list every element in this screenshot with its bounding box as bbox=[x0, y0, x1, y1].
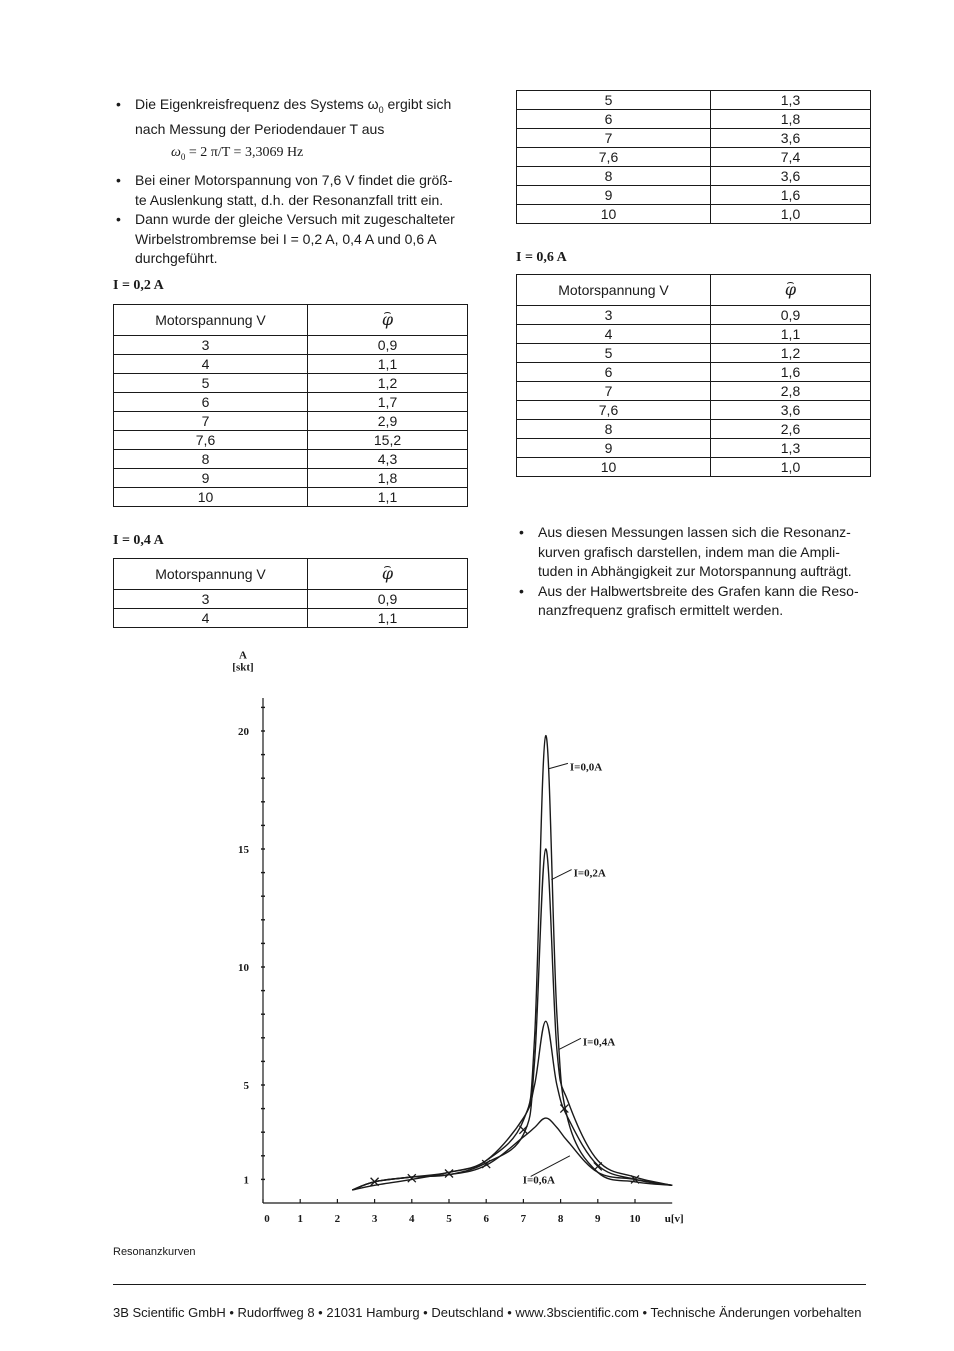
bullet-half-width: • Aus der Halbwertsbreite des Grafen kann die Reso- nanzfrequenz grafisch ermittelt werden. bbox=[516, 582, 864, 621]
x-tick-label: 4 bbox=[409, 1213, 415, 1225]
series-label: I=0,2A bbox=[573, 867, 606, 880]
curve-leader bbox=[549, 763, 568, 768]
y-tick-label: 5 bbox=[243, 1080, 249, 1092]
cell-amplitude: 1,6 bbox=[711, 363, 871, 382]
cell-voltage: 7 bbox=[517, 129, 711, 148]
cell-amplitude: 1,3 bbox=[711, 91, 871, 110]
cell-voltage: 5 bbox=[517, 91, 711, 110]
cell-voltage: 5 bbox=[517, 344, 711, 363]
cell-voltage: 3 bbox=[517, 306, 711, 325]
x-tick-label: 3 bbox=[371, 1213, 378, 1225]
cell-amplitude: 3,6 bbox=[711, 167, 871, 186]
chart-axes bbox=[261, 698, 672, 1203]
cell-voltage: 6 bbox=[517, 363, 711, 382]
cell-amplitude: 1,0 bbox=[711, 458, 871, 477]
col-header-voltage: Motorspannung V bbox=[517, 275, 711, 306]
cell-voltage: 3 bbox=[114, 590, 308, 609]
cell-amplitude: 3,6 bbox=[711, 129, 871, 148]
data-marker bbox=[594, 1162, 602, 1170]
cell-amplitude: 1,8 bbox=[711, 110, 871, 129]
series-label: I=0,0A bbox=[569, 761, 603, 774]
cell-amplitude: 2,6 bbox=[711, 420, 871, 439]
col-header-phi: ⌢ φ bbox=[711, 275, 871, 306]
y-tick-label: 15 bbox=[238, 844, 249, 856]
curve-0 bbox=[352, 736, 672, 1190]
cell-amplitude: 1,8 bbox=[308, 469, 468, 488]
x-tick-label: 2 bbox=[334, 1213, 341, 1225]
cell-amplitude: 15,2 bbox=[308, 431, 468, 450]
formula-omega: $\omega_0 = 2$ π/T = 3,3069 Hz bbox=[171, 144, 304, 162]
col-header-voltage: Motorspannung V bbox=[114, 305, 308, 336]
curve-leader bbox=[531, 1156, 570, 1177]
x-tick-label: 7 bbox=[520, 1213, 527, 1225]
cell-voltage: 8 bbox=[114, 450, 308, 469]
cell-voltage: 4 bbox=[114, 609, 308, 628]
x-tick-label: 8 bbox=[557, 1213, 564, 1225]
cell-amplitude: 4,3 bbox=[308, 450, 468, 469]
curve-leader bbox=[559, 1038, 581, 1049]
x-tick-label: 6 bbox=[483, 1213, 489, 1225]
cell-voltage: 7 bbox=[517, 382, 711, 401]
cell-amplitude: 1,2 bbox=[711, 344, 871, 363]
chart-curves bbox=[352, 736, 672, 1190]
series-label: I=0,6A bbox=[522, 1174, 555, 1187]
cell-voltage: 7,6 bbox=[517, 401, 711, 420]
x-tick-label: 9 bbox=[595, 1213, 601, 1225]
cell-amplitude: 1,1 bbox=[308, 355, 468, 374]
x-axis-label: u[v] bbox=[664, 1213, 684, 1225]
bullet-resonance: • Bei einer Motorspannung von 7,6 V findet die größ- te Auslenkung statt, d.h. der Resonanzfall tritt ein. bbox=[113, 171, 461, 210]
y-axis-label: A bbox=[239, 649, 247, 662]
cell-amplitude: 1,0 bbox=[711, 205, 871, 224]
cell-voltage: 9 bbox=[517, 439, 711, 458]
heading-i-06: I = 0,6 A bbox=[516, 250, 567, 265]
figure-caption: Resonanzkurven bbox=[113, 1246, 196, 1258]
x-tick-label: 1 bbox=[297, 1213, 303, 1225]
chart-labels bbox=[232, 649, 683, 1225]
cell-voltage: 9 bbox=[114, 469, 308, 488]
x-tick-label: 0 bbox=[264, 1213, 270, 1225]
heading-i-04: I = 0,4 A bbox=[113, 533, 164, 548]
cell-voltage: 4 bbox=[114, 355, 308, 374]
cell-voltage: 10 bbox=[114, 488, 308, 507]
cell-amplitude: 1,2 bbox=[308, 374, 468, 393]
col-header-phi: ⌢ φ bbox=[308, 305, 468, 336]
cell-amplitude: 1,1 bbox=[308, 488, 468, 507]
cell-voltage: 5 bbox=[114, 374, 308, 393]
cell-voltage: 8 bbox=[517, 420, 711, 439]
cell-amplitude: 0,9 bbox=[711, 306, 871, 325]
cell-voltage: 3 bbox=[114, 336, 308, 355]
cell-amplitude: 1,1 bbox=[308, 609, 468, 628]
page-footer: 3B Scientific GmbH • Rudorffweg 8 • 21031 Hamburg • Deutschland • www.3bscientific.com • Technische Änderungen vorbehalten bbox=[113, 1305, 862, 1320]
cell-amplitude: 7,4 bbox=[711, 148, 871, 167]
cell-amplitude: 2,9 bbox=[308, 412, 468, 431]
cell-amplitude: 0,9 bbox=[308, 590, 468, 609]
footer-divider bbox=[113, 1284, 866, 1285]
series-label: I=0,4A bbox=[582, 1036, 616, 1049]
y-tick-label: 1 bbox=[243, 1174, 249, 1187]
cell-voltage: 10 bbox=[517, 458, 711, 477]
x-tick-label: 5 bbox=[446, 1213, 452, 1225]
col-header-voltage: Motorspannung V bbox=[114, 559, 308, 590]
y-tick-label: 20 bbox=[238, 726, 249, 738]
cell-amplitude: 2,8 bbox=[711, 382, 871, 401]
curve-leader bbox=[551, 870, 571, 880]
heading-i-02: I = 0,2 A bbox=[113, 278, 164, 293]
x-tick-label: 10 bbox=[629, 1213, 641, 1225]
cell-voltage: 9 bbox=[517, 186, 711, 205]
cell-voltage: 4 bbox=[517, 325, 711, 344]
cell-amplitude: 1,7 bbox=[308, 393, 468, 412]
cell-amplitude: 1,6 bbox=[711, 186, 871, 205]
cell-amplitude: 0,9 bbox=[308, 336, 468, 355]
bullet-eigenfrequency: • Die Eigenkreisfrequenz des Systems $\omega_0$ ergibt sich nach Messung der Periodendauer T aus bbox=[113, 95, 461, 140]
cell-voltage: 6 bbox=[114, 393, 308, 412]
cell-voltage: 7,6 bbox=[114, 431, 308, 450]
cell-amplitude: 1,1 bbox=[711, 325, 871, 344]
cell-voltage: 7 bbox=[114, 412, 308, 431]
curve-2 bbox=[352, 1021, 672, 1190]
cell-voltage: 7,6 bbox=[517, 148, 711, 167]
cell-voltage: 10 bbox=[517, 205, 711, 224]
cell-amplitude: 1,3 bbox=[711, 439, 871, 458]
cell-voltage: 6 bbox=[517, 110, 711, 129]
y-axis-unit: [skt] bbox=[232, 661, 254, 674]
cell-voltage: 8 bbox=[517, 167, 711, 186]
curve-3 bbox=[352, 1118, 672, 1190]
bullet-resonance-curves: • Aus diesen Messungen lassen sich die Resonanz- kurven grafisch darstellen, indem man die Ampli- tuden in Abhängigkeit zur Motorspannung aufträgt. bbox=[516, 523, 864, 582]
bullet-eddy-brake: • Dann wurde der gleiche Versuch mit zugeschalteter Wirbelstrombremse bei I = 0,2 A, 0,4 A und 0,6 A durchgeführt. bbox=[113, 210, 461, 269]
cell-amplitude: 3,6 bbox=[711, 401, 871, 420]
y-tick-label: 10 bbox=[238, 962, 249, 974]
col-header-phi: ⌢ φ bbox=[308, 559, 468, 590]
